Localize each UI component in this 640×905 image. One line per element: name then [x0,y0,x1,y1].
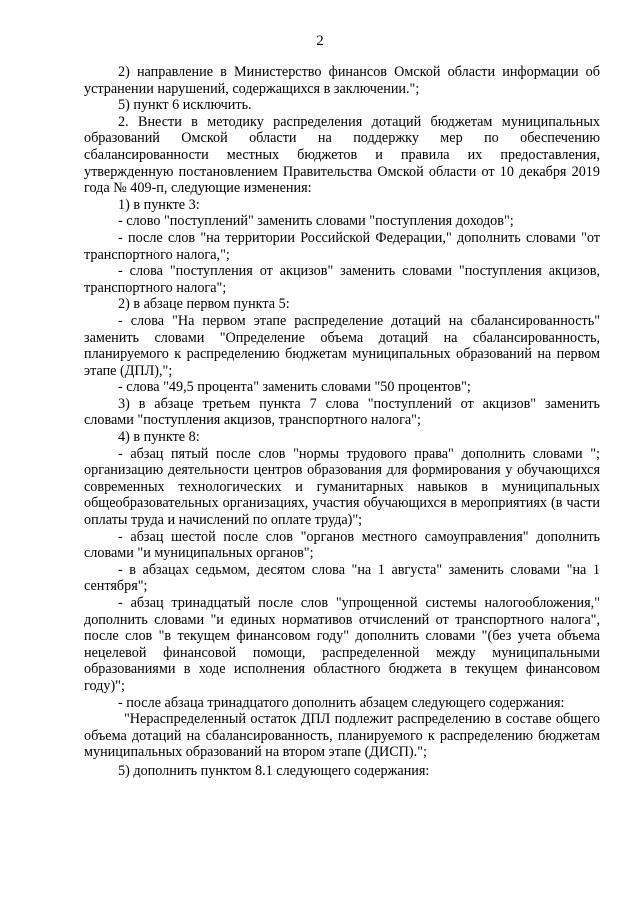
paragraph: - слова "49,5 процента" заменить словами "50 процентов"; [118,379,471,396]
paragraph: 1) в пункте 3: [118,196,200,213]
paragraph: 2) направление в Министерство финансов Омской области информации об устранении нарушений, содержащихся в заключении."; [84,64,600,97]
paragraph: 4) в пункте 8: [118,429,200,446]
paragraph: - слово "поступлений" заменить словами "поступления доходов"; [118,213,514,230]
paragraph: 3) в абзаце третьем пункта 7 слова "поступлений от акцизов" заменить словами "поступления акцизов, транспортного налога"; [84,395,600,429]
paragraph: 2. Внести в методику распределения дотаций бюджетам муниципальных образований Омской области на поддержку мер по обеспечению сбалансированности местных бюджетов и правила их предоставления, утвержденную постановлением Правительства Омской области от 10 декабря 2019 года № 409-п, следующие изменения: [84,113,600,197]
paragraph: - слова "поступления от акцизов" заменить словами "поступления акцизов, транспортного налога"; [84,263,600,296]
paragraph: - абзац пятый после слов "нормы трудового права" дополнить словами "; организацию деятельности центров образования для формирования у обучающихся современных технологических и гуманитарных навыков в муниципальных общеобразовательных организациях, участия обучающихся в мероприятиях (в части оплаты труда и начислений по оплате труда)"; [84,445,600,529]
paragraph: - после абзаца тринадцатого дополнить абзацем следующего содержания: [118,694,565,711]
paragraph: - абзац шестой после слов "органов местного самоуправления" дополнить словами "и муниципальных органов"; [84,528,600,562]
paragraph: - абзац тринадцатый после слов "упрощенной системы налогообложения," дополнить словами "и единых нормативов отчислений от транспортного налога", после слов "в текущем финансовом году" дополнить словами "(без учета объема нецелевой финансовой помощи, распределенной между муниципальными образованиями в ходе исполнения областного бюджета в текущем финансовом году)"; [84,595,600,694]
paragraph: - после слов "на территории Российской Федерации," дополнить словами "от транспортного налога,"; [84,229,600,263]
paragraph: 5) пункт 6 исключить. [118,97,252,114]
paragraph: - в абзацах седьмом, десятом слова "на 1 августа" заменить словами "на 1 сентября"; [84,561,600,595]
paragraph: - слова "На первом этапе распределение дотаций на сбалансированность" заменить словами "Определение объема дотаций на сбалансированность, планируемого к распределению бюджетам муниципальных образований на первом этапе (ДПЛ),"; [84,312,600,379]
document-body [84,64,600,780]
paragraph: 5) дополнить пунктом 8.1 следующего содержания: [118,762,430,779]
quoted-paragraph: "Нераспределенный остаток ДПЛ подлежит распределению в составе общего объема дотаций на сбалансированность, планируемого к распределению бюджетам муниципальных образований на втором этапе (ДИСП)."; [84,711,600,761]
paragraph: 2) в абзаце первом пункта 5: [118,296,290,313]
page-number: 2 [316,33,324,49]
